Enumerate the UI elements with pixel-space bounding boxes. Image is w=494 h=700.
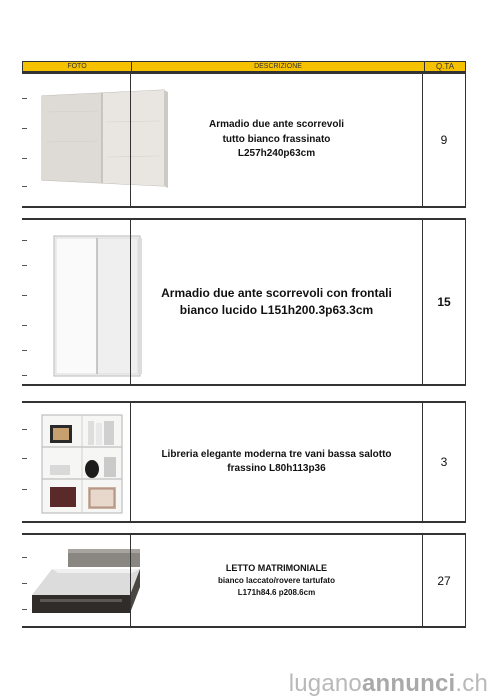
tick-marks	[22, 74, 28, 206]
description-cell	[130, 403, 423, 521]
description-line: L257h240p63cm	[237, 148, 316, 160]
description-line: Armadio due ante scorrevoli	[208, 119, 345, 131]
header-qta: Q.TA	[424, 61, 466, 72]
description-line: bianco laccato/rovere tartufato	[218, 576, 335, 586]
table-row	[22, 72, 466, 208]
tick-marks	[22, 220, 28, 384]
description-line: tutto bianco frassinato	[222, 133, 331, 145]
bookcase-image	[40, 413, 126, 517]
description-line: Libreria elegante moderna tre vani bassa salotto	[161, 448, 392, 460]
quantity-cell: 3	[440, 455, 448, 469]
quantity-cell: 9	[440, 133, 448, 147]
description-line: frassino L80h113p36	[227, 463, 326, 474]
photo-cell	[22, 535, 130, 626]
description-line: LETTO MATRIMONIALE	[225, 563, 328, 574]
header-foto: FOTO	[22, 61, 132, 72]
site-watermark: luganoannunci.ch	[288, 670, 488, 697]
quantity-cell: 27	[437, 573, 451, 588]
description-cell	[130, 535, 423, 626]
description-line: L171h84.6 p208.6cm	[237, 588, 316, 598]
table-row	[22, 401, 466, 523]
tick-marks	[22, 403, 28, 521]
photo-cell	[22, 74, 130, 206]
bed-image	[26, 543, 144, 623]
header-descrizione: DESCRIZIONE	[131, 61, 425, 72]
description-cell	[130, 74, 423, 206]
description-cell	[130, 220, 423, 384]
description-line: bianco lucido L151h200.3p63.3cm	[179, 303, 374, 317]
description-line: Armadio due ante scorrevoli con frontali	[161, 285, 392, 300]
table-row	[22, 218, 466, 386]
photo-cell	[22, 403, 130, 521]
quantity-cell: 15	[437, 295, 451, 309]
photo-cell	[22, 220, 130, 384]
table-row	[22, 533, 466, 628]
